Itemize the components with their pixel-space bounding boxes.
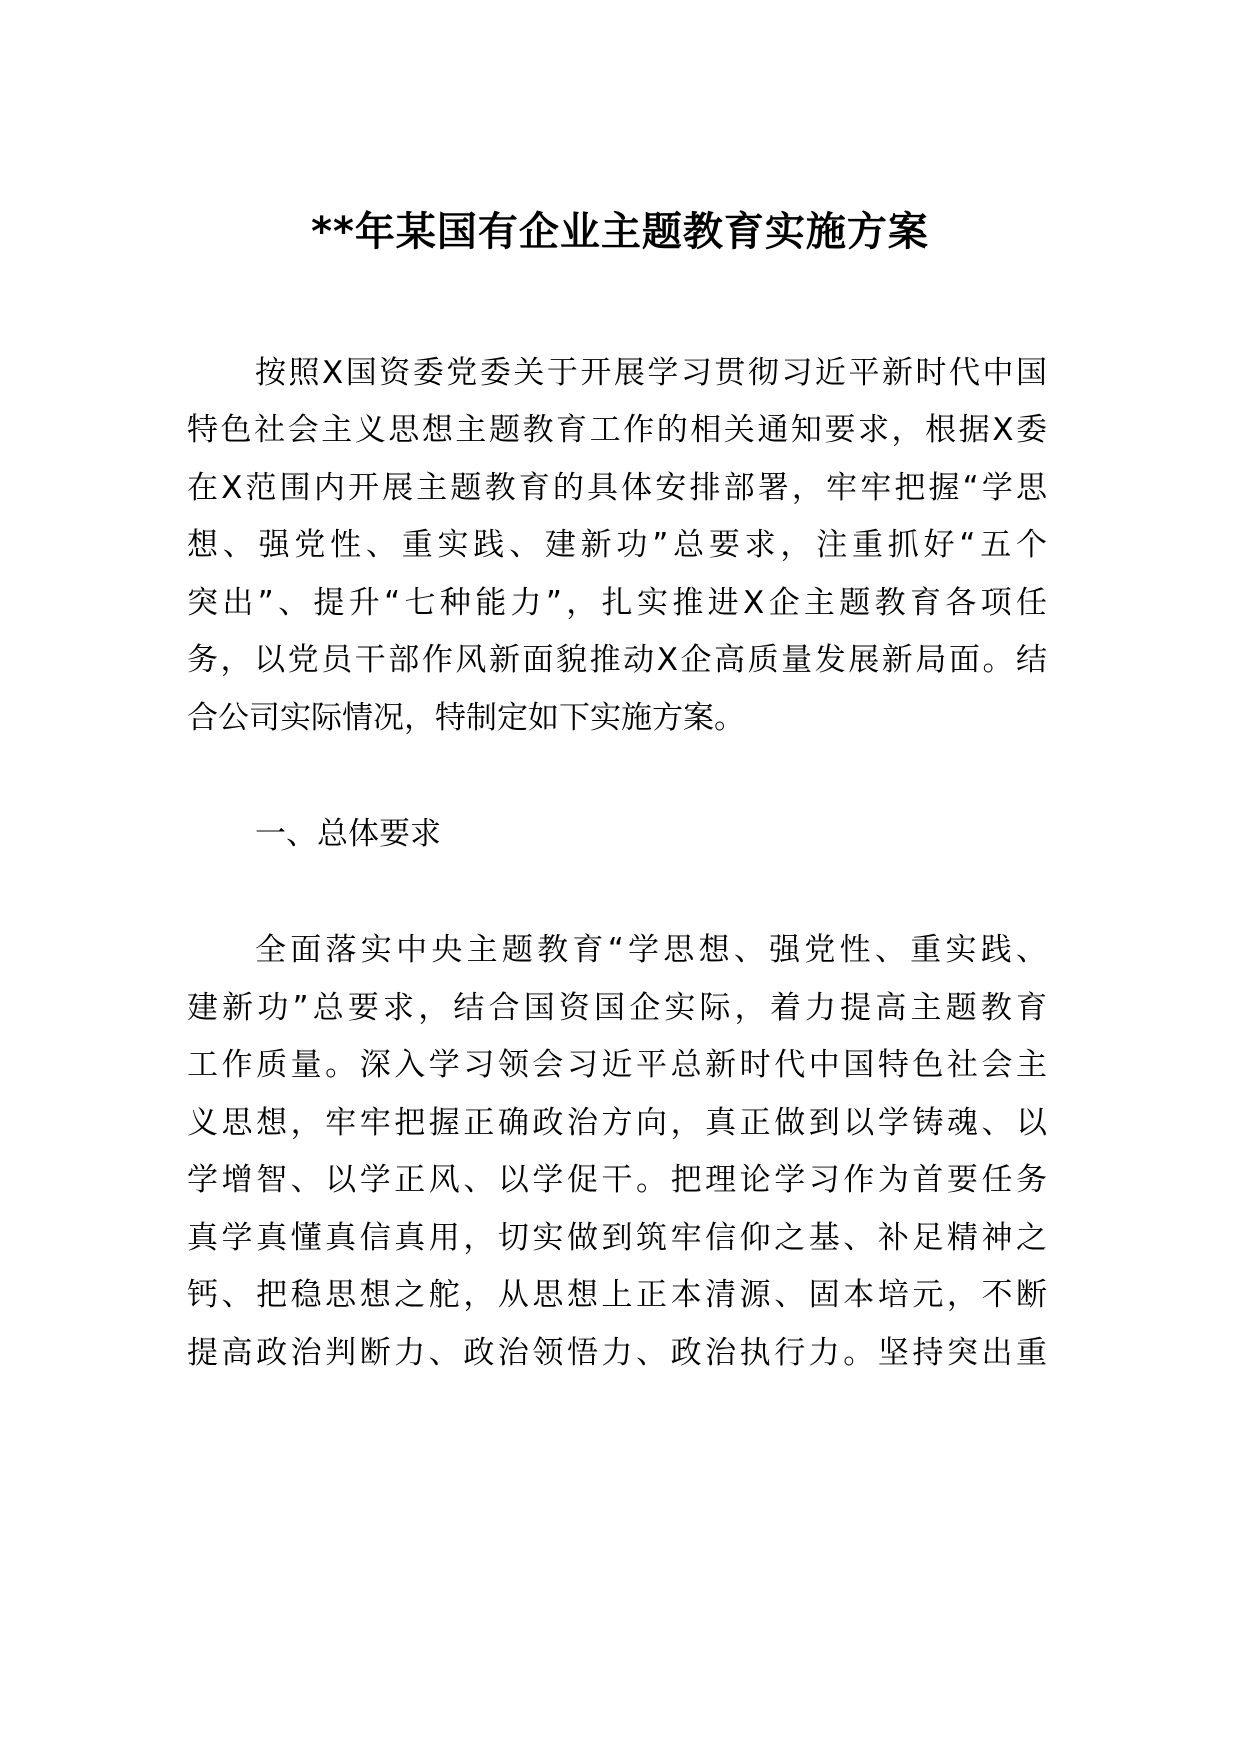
paragraph-line: 建新功”总要求，结合国资国企实际，着力提高主题教育 [187, 990, 1047, 1026]
paragraph-line: 合公司实际情况，特制定如下实施方案。 [187, 700, 745, 736]
paragraph-line: 特色社会主义思想主题教育工作的相关通知要求，根据X委 [187, 412, 1047, 448]
paragraph-line: 按照X国资委党委关于开展学习贯彻习近平新时代中国 [255, 355, 1047, 391]
section-heading: 一、总体要求 [255, 816, 441, 852]
document-title: **年某国有企业主题教育实施方案 [311, 209, 929, 255]
paragraph-line: 义思想，牢牢把握正确政治方向，真正做到以学铸魂、以 [187, 1105, 1047, 1141]
paragraph-line: 学增智、以学正风、以学促干。把理论学习作为首要任务 [187, 1162, 1047, 1198]
paragraph-line: 突出”、提升“七种能力”，扎实推进X企主题教育各项任 [187, 585, 1047, 621]
paragraph-line: 全面落实中央主题教育“学思想、强党性、重实践、 [255, 932, 1047, 968]
paragraph-line: 在X范围内开展主题教育的具体安排部署，牢牢把握“学思 [187, 470, 1047, 506]
paragraph-line: 想、强党性、重实践、建新功”总要求，注重抓好“五个 [187, 527, 1047, 563]
paragraph-line: 真学真懂真信真用，切实做到筑牢信仰之基、补足精神之 [187, 1220, 1047, 1256]
paragraph-line: 工作质量。深入学习领会习近平总新时代中国特色社会主 [187, 1047, 1047, 1083]
paragraph-line: 钙、把稳思想之舵，从思想上正本清源、固本培元，不断 [187, 1277, 1047, 1313]
paragraph-line: 提高政治判断力、政治领悟力、政治执行力。坚持突出重 [187, 1335, 1047, 1371]
paragraph-line: 务，以党员干部作风新面貌推动X企高质量发展新局面。结 [187, 642, 1047, 678]
